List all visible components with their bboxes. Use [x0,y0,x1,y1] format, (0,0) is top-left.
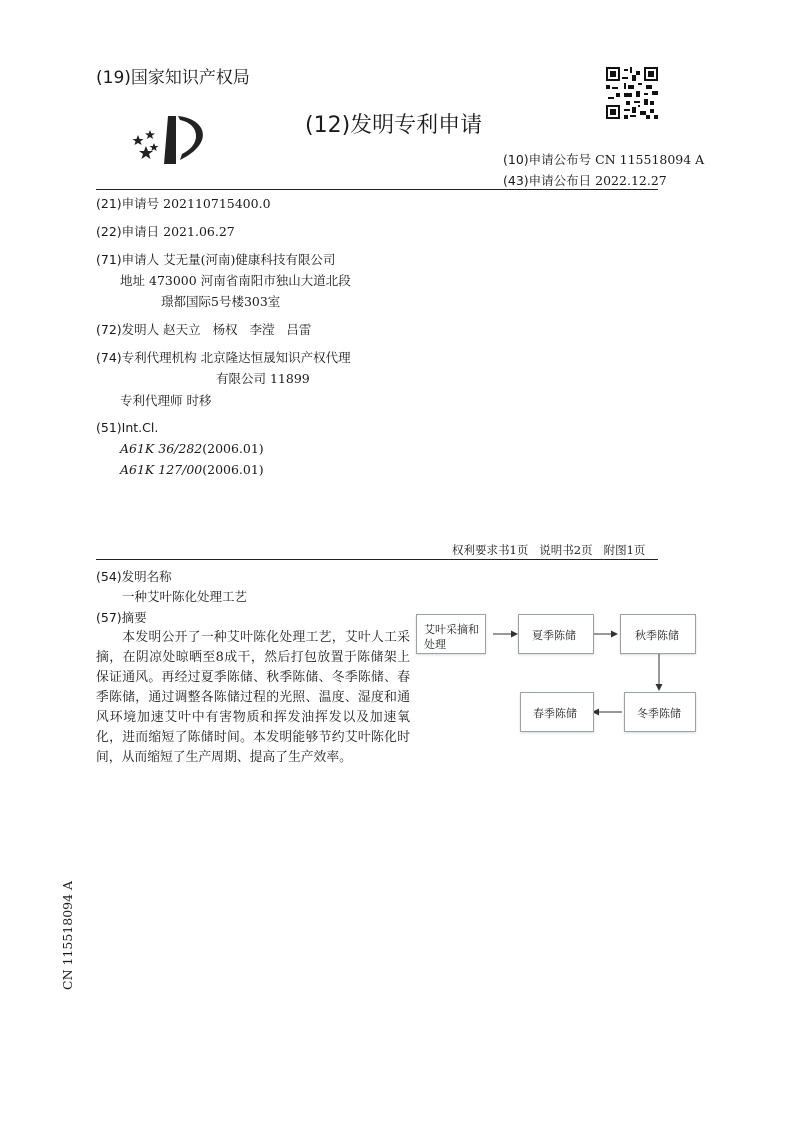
patent-agent: 专利代理师 时移 [120,393,212,408]
patent-agency: (74)专利代理机构 北京隆达恒晟知识产权代理 [96,350,351,365]
application-date: (22)申请日 2021.06.27 [96,224,235,239]
ipc-classification-2: A61K 127/00(2006.01) [120,462,264,477]
int-cl-label: (51)Int.Cl. [96,420,159,435]
inventors: (72)发明人 赵天立 杨权 李滢 吕雷 [96,322,312,337]
address: 地址 473000 河南省南阳市独山大道北段 [120,273,351,288]
application-number: (21)申请号 202110715400.0 [96,196,271,211]
address-line-2: 璟都国际5号楼303室 [161,294,281,309]
title-label: (54)发明名称 [96,569,172,584]
qr-code-icon [606,67,658,119]
publication-date: (43)申请公布日 2022.12.27 [503,173,667,188]
ipc-classification-1: A61K 36/282(2006.01) [120,441,264,456]
section-divider [96,559,658,560]
flow-step-autumn: 秋季陈储 [620,614,696,654]
document-type: (12)发明专利申请 [305,113,483,138]
side-publication-number: CN 115518094 A [60,880,75,990]
cnipa-logo [132,108,206,166]
page-count-info: 权利要求书1页 说明书2页 附图1页 [452,543,646,557]
header-divider [96,189,658,190]
flow-step-harvest: 艾叶采摘和 处理 [416,614,486,654]
applicant: (71)申请人 艾无量(河南)健康科技有限公司 [96,252,336,267]
flow-step-winter: 冬季陈储 [624,692,696,732]
patent-agency-line-2: 有限公司 11899 [216,371,310,386]
office-name: (19)国家知识产权局 [96,68,250,88]
abstract-label: (57)摘要 [96,610,147,625]
flow-step-summer: 夏季陈储 [518,614,594,654]
abstract-text: 本发明公开了一种艾叶陈化处理工艺，艾叶人工采摘，在阴凉处晾晒至8成干，然后打包放置于陈储架上保证通风。再经过夏季陈储、秋季陈储、冬季陈储、春季陈储，通过调整各陈储过程的光照、温度、湿度和通风环境加速艾叶中有害物质和挥发油挥发以及加速氧化，进而缩短了陈储时间。本发明能够节约艾叶陈化时间，从而缩短了生产周期、提高了生产效率。 [96,630,410,765]
flow-step-spring: 春季陈储 [520,692,594,732]
publication-number: (10)申请公布号 CN 115518094 A [503,152,705,167]
invention-title: 一种艾叶陈化处理工艺 [122,589,248,604]
